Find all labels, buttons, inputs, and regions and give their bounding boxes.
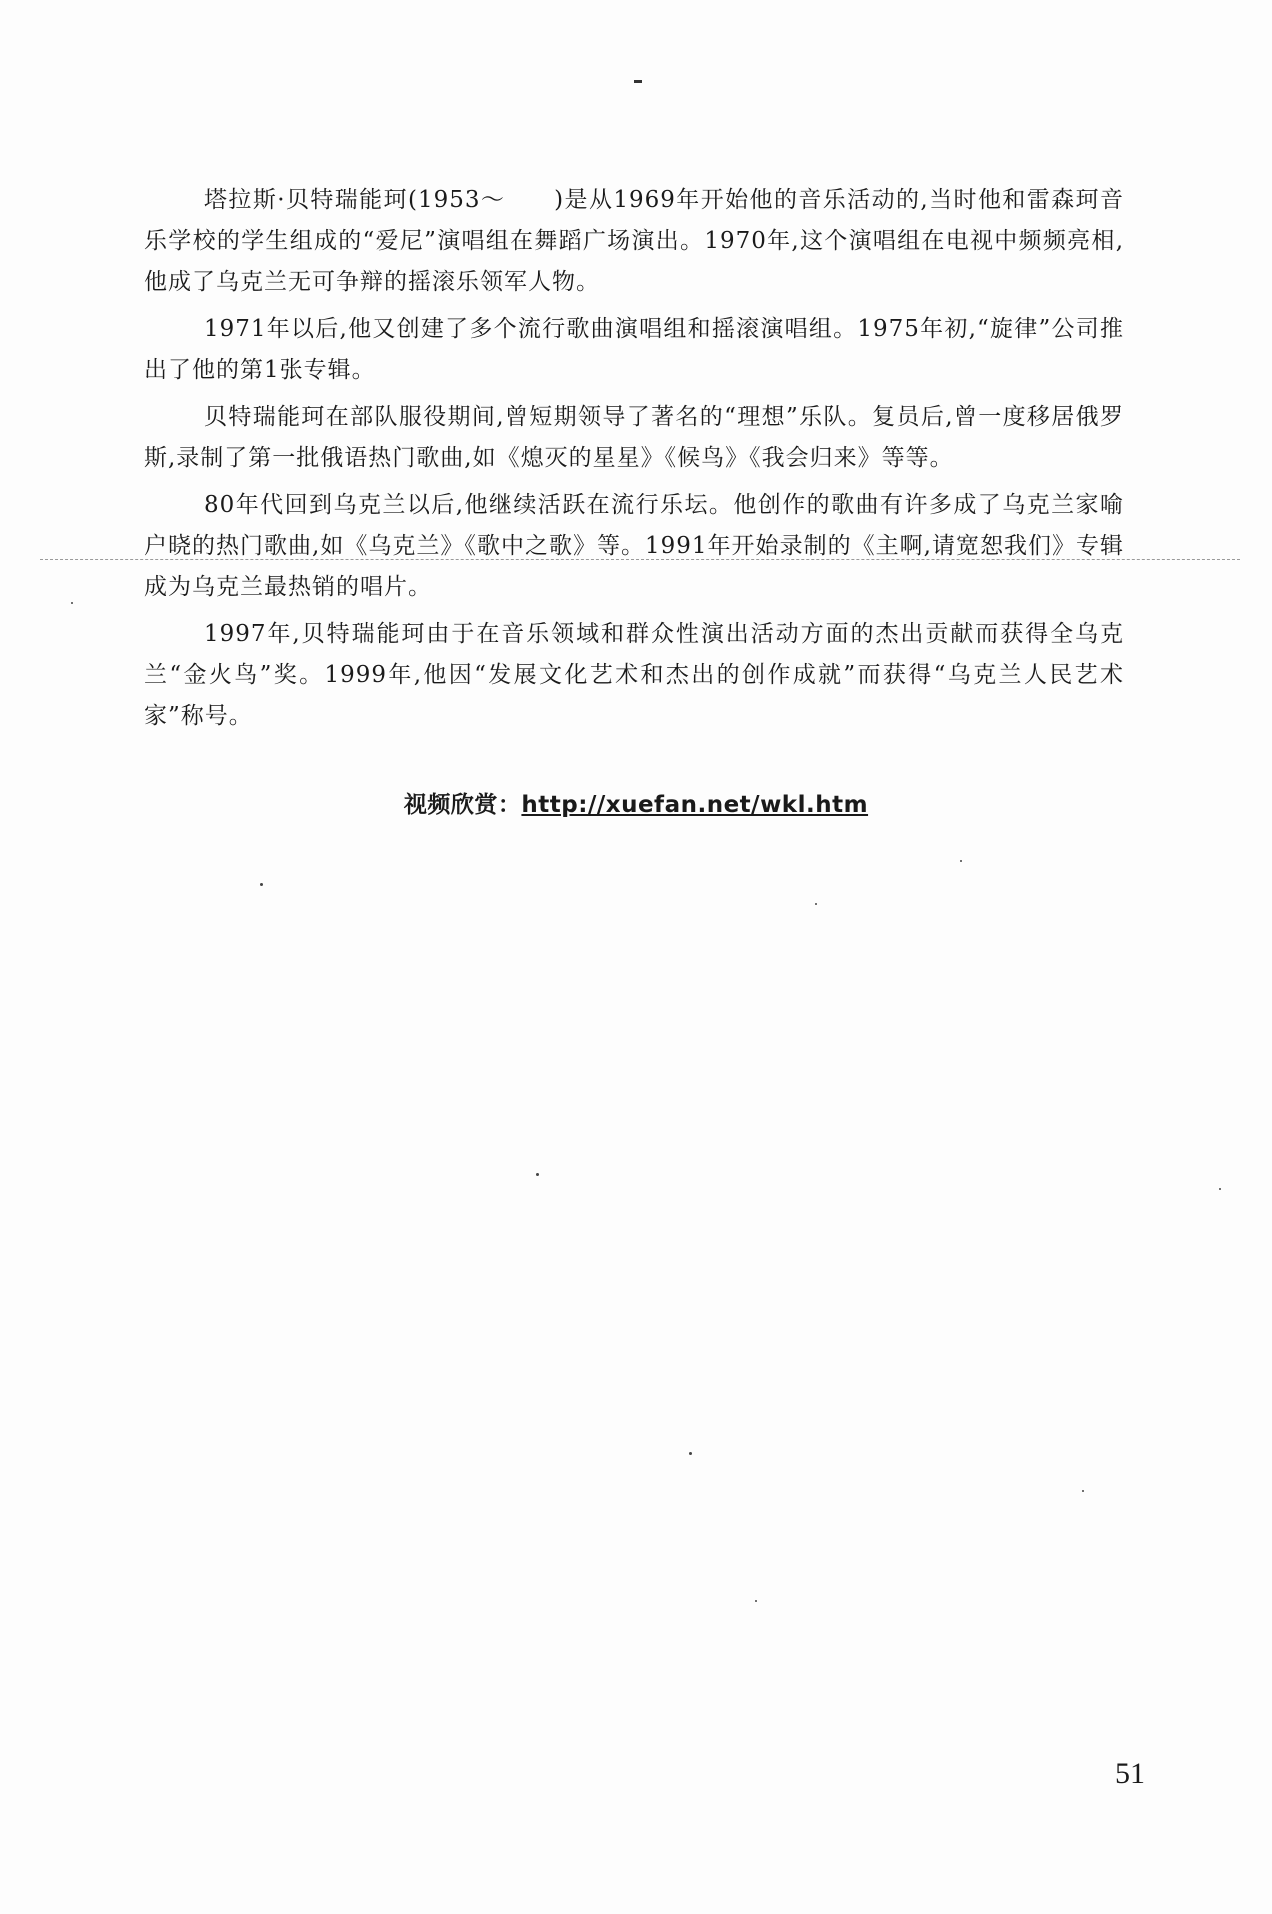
scan-artifact-line <box>40 559 1240 560</box>
paragraph-5: 1997年,贝特瑞能珂由于在音乐领域和群众性演出活动方面的杰出贡献而获得全乌克兰“金火鸟”奖。1999年,他因“发展文化艺术和杰出的创作成就”而获得“乌克兰人民艺术家”称号。 <box>144 621 1124 729</box>
video-appreciation <box>0 786 1272 819</box>
scan-speck <box>689 1452 692 1455</box>
page-number: 51 <box>1115 1757 1145 1790</box>
scan-speck <box>815 903 817 905</box>
scan-speck <box>71 602 73 604</box>
scan-speck <box>1219 1188 1221 1190</box>
scan-speck <box>260 883 263 886</box>
scan-speck <box>536 1173 539 1176</box>
video-link[interactable]: http://xuefan.net/wkl.htm <box>521 792 869 818</box>
scan-speck <box>1082 1490 1084 1492</box>
article-body <box>144 180 1124 737</box>
scan-speck <box>755 1600 757 1602</box>
paragraph-1: 塔拉斯·贝特瑞能珂(1953～ )是从1969年开始他的音乐活动的,当时他和雷森珂音乐学校的学生组成的“爱尼”演唱组在舞蹈广场演出。1970年,这个演唱组在电视中频频亮相,他成了乌克兰无可争辩的摇滚乐领军人物。 <box>144 187 1124 295</box>
paragraph-3: 贝特瑞能珂在部队服役期间,曾短期领导了著名的“理想”乐队。复员后,曾一度移居俄罗斯,录制了第一批俄语热门歌曲,如《熄灭的星星》《候鸟》《我会归来》等等。 <box>144 404 1124 471</box>
video-label: 视频欣赏： <box>403 792 522 818</box>
paragraph-4: 80年代回到乌克兰以后,他继续活跃在流行乐坛。他创作的歌曲有许多成了乌克兰家喻户晓的热门歌曲,如《乌克兰》《歌中之歌》等。1991年开始录制的《主啊,请宽恕我们》专辑成为乌克兰最热销的唱片。 <box>144 492 1124 600</box>
scan-speck <box>960 860 962 862</box>
scan-mark <box>634 80 642 83</box>
paragraph-2: 1971年以后,他又创建了多个流行歌曲演唱组和摇滚演唱组。1975年初,“旋律”公司推出了他的第1张专辑。 <box>144 316 1124 383</box>
